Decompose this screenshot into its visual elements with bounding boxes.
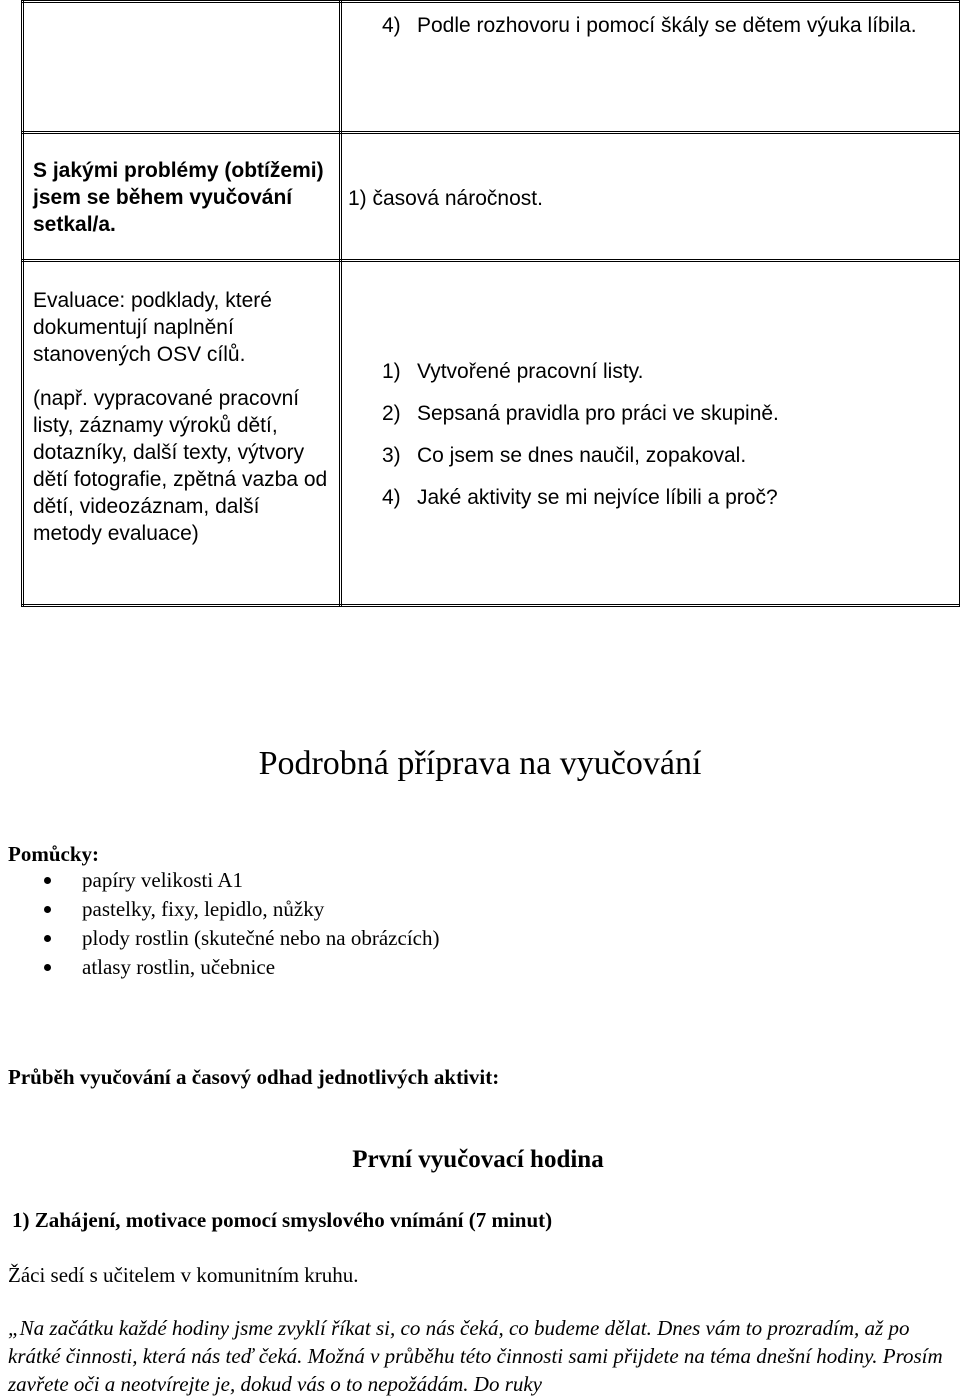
tools-list: [44, 866, 439, 982]
table-row: [23, 133, 960, 261]
list-number: 2): [382, 400, 417, 427]
list-text: Co jsem se dnes naučil, zopakoval.: [417, 442, 746, 469]
bullet-icon: [44, 935, 51, 942]
list-item: [382, 442, 949, 469]
list-text: Jaké aktivity se mi nejvíce líbili a proč?: [417, 484, 778, 511]
table-cell-empty: [23, 2, 341, 133]
numbered-list: [382, 358, 949, 511]
list-item: [382, 12, 929, 39]
bullet-icon: [44, 906, 51, 913]
numbered-list: [382, 12, 929, 39]
table-row: [23, 2, 960, 133]
teacher-quote: „Na začátku každé hodiny jsme zvyklí říkat si, co nás čeká, co budeme dělat. Dnes vám to prozradím, až po krátké činnosti, která nás teď čeká. Možná v průběhu této činnosti sami přijdete na téma dnešní hodiny. Prosím zavřete oči a neotvírejte je, dokud vás o to nepožádám. Do ruky: [8, 1314, 958, 1398]
first-lesson-heading: První vyučovací hodina: [0, 1143, 956, 1177]
table-cell: [341, 133, 960, 261]
list-number: 1): [382, 358, 417, 385]
table-cell: [341, 2, 960, 133]
tools-label: Pomůcky:: [8, 840, 99, 868]
evaluation-title: Evaluace: podklady, které dokumentují naplnění stanovených OSV cílů.: [33, 287, 328, 368]
list-text: pastelky, fixy, lepidlo, nůžky: [82, 895, 324, 924]
list-number: 3): [382, 442, 417, 469]
bullet-icon: [44, 964, 51, 971]
list-item: [382, 400, 949, 427]
list-item: [382, 484, 949, 511]
seating-text: Žáci sedí s učitelem v komunitním kruhu.: [8, 1261, 359, 1289]
lesson-progress-label: Průběh vyučování a časový odhad jednotlivých aktivit:: [8, 1063, 499, 1091]
evaluation-note: (např. vypracované pracovní listy, záznamy výroků dětí, dotazníky, další texty, výtvory dětí fotografie, zpětná vazba od dětí, videozáznam, další metody evaluace): [33, 385, 328, 547]
list-text: papíry velikosti A1: [82, 866, 243, 895]
list-text: Podle rozhovoru i pomocí škály se dětem výuka líbila.: [417, 12, 917, 39]
list-number: 4): [382, 12, 417, 39]
problems-question: S jakými problémy (obtížemi) jsem se během vyučování setkal/a.: [24, 134, 338, 238]
list-item: [44, 895, 439, 924]
table-cell: [23, 261, 341, 606]
list-text: Vytvořené pracovní listy.: [417, 358, 643, 385]
problems-answer: 1) časová náročnost.: [342, 134, 959, 212]
page-heading: Podrobná příprava na vyučování: [0, 742, 960, 786]
list-item: [44, 924, 439, 953]
table-cell: [341, 261, 960, 606]
list-item: [44, 953, 439, 982]
table-cell: [23, 133, 341, 261]
list-text: plody rostlin (skutečné nebo na obrázcích): [82, 924, 439, 953]
table-row: [23, 261, 960, 606]
list-item: [44, 866, 439, 895]
bullet-icon: [44, 877, 51, 884]
list-text: Sepsaná pravidla pro práci ve skupině.: [417, 400, 779, 427]
list-item: [382, 358, 949, 385]
evaluation-table: [21, 0, 960, 607]
list-text: atlasy rostlin, učebnice: [82, 953, 275, 982]
list-number: 4): [382, 484, 417, 511]
activity-title: 1) Zahájení, motivace pomocí smyslového vnímání (7 minut): [12, 1206, 552, 1234]
